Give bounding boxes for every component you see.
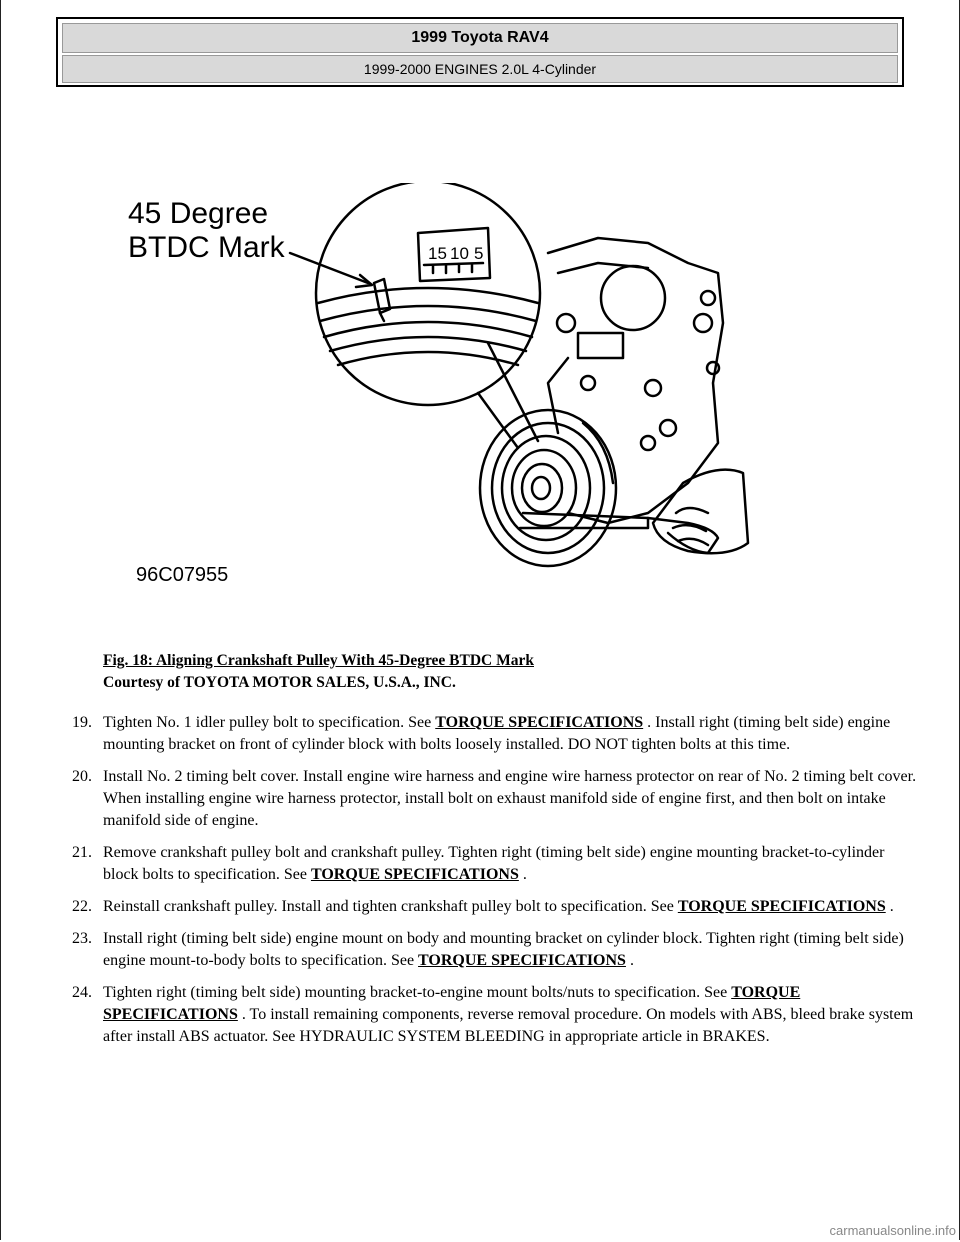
step-number: 23.	[72, 930, 92, 947]
step-19	[72, 712, 918, 756]
scale-number-10: 10	[450, 244, 469, 263]
step-number: 22.	[72, 898, 92, 915]
step-text: .	[885, 898, 894, 915]
step-text: Reinstall crankshaft pulley. Install and tighten crankshaft pulley bolt to specification. See	[103, 898, 678, 915]
step-text: .	[518, 866, 527, 883]
figure-code: 96C07955	[136, 564, 229, 586]
step-text: Tighten No. 1 idler pulley bolt to specification. See	[103, 714, 436, 731]
scale-number-5: 5	[474, 244, 484, 263]
figure-label-line2: BTDC Mark	[128, 231, 285, 264]
step-text: Tighten right (timing belt side) mounting bracket-to-engine mount bolts/nuts to specification. See	[103, 984, 732, 1001]
step-number: 20.	[72, 768, 92, 785]
torque-specifications-link[interactable]: TORQUE SPECIFICATIONS	[103, 984, 801, 1023]
figure-label-line1: 45 Degree	[128, 197, 269, 230]
figure-caption	[103, 650, 534, 694]
crankshaft-pulley	[480, 410, 616, 566]
step-number: 21.	[72, 844, 92, 861]
torque-specifications-link[interactable]: TORQUE SPECIFICATIONS	[677, 898, 886, 915]
section-subtitle: 1999-2000 ENGINES 2.0L 4-Cylinder	[62, 55, 898, 83]
step-24	[72, 982, 918, 1048]
vehicle-title: 1999 Toyota RAV4	[62, 23, 898, 53]
step-text: Remove crankshaft pulley bolt and crankshaft pulley. Tighten right (timing belt side) engine mounting bracket-to-cylinder block bolts to specification. See	[103, 844, 885, 883]
leader-arrow	[290, 253, 368, 283]
magnifier-circle	[316, 183, 540, 405]
figure-courtesy: Courtesy of TOYOTA MOTOR SALES, U.S.A., INC.	[103, 674, 456, 691]
step-text: . To install remaining components, reverse removal procedure. On models with ABS, bleed brake system after install ABS actuator. See HYDRAULIC SYSTEM BLEEDING in appropriate article in BRAKES.	[103, 1006, 914, 1045]
torque-specifications-link[interactable]: TORQUE SPECIFICATIONS	[310, 866, 519, 883]
figure-title[interactable]: Fig. 18: Aligning Crankshaft Pulley With 45-Degree BTDC Mark	[103, 652, 534, 669]
step-number: 24.	[72, 984, 92, 1001]
document-header	[56, 17, 904, 87]
step-text: Install No. 2 timing belt cover. Install engine wire harness and engine wire harness protector on rear of No. 2 timing belt cover. When installing engine wire harness protector, install bolt on exhaust manifold side of engine first, and then bolt on intake manifold side of engine.	[103, 768, 917, 829]
step-23	[72, 928, 918, 972]
step-21	[72, 842, 918, 886]
step-text: Install right (timing belt side) engine mount on body and mounting bracket on cylinder block. Tighten right (timing belt side) engine mount-to-body bolts to specification. See	[103, 930, 904, 969]
procedure-steps	[72, 712, 918, 1058]
torque-specifications-link[interactable]: TORQUE SPECIFICATIONS	[435, 714, 644, 731]
scale-number-15: 15	[428, 244, 447, 263]
crankshaft-pulley-figure	[128, 183, 750, 593]
step-text: . Install right (timing belt side) engine mounting bracket on front of cylinder block with bolts loosely installed. DO NOT tighten bolts at this time.	[103, 714, 891, 753]
step-22	[72, 896, 918, 918]
step-text: .	[625, 952, 634, 969]
step-number: 19.	[72, 714, 92, 731]
site-watermark: carmanualsonline.info	[829, 1223, 956, 1238]
step-20	[72, 766, 918, 832]
torque-specifications-link[interactable]: TORQUE SPECIFICATIONS	[418, 952, 626, 969]
